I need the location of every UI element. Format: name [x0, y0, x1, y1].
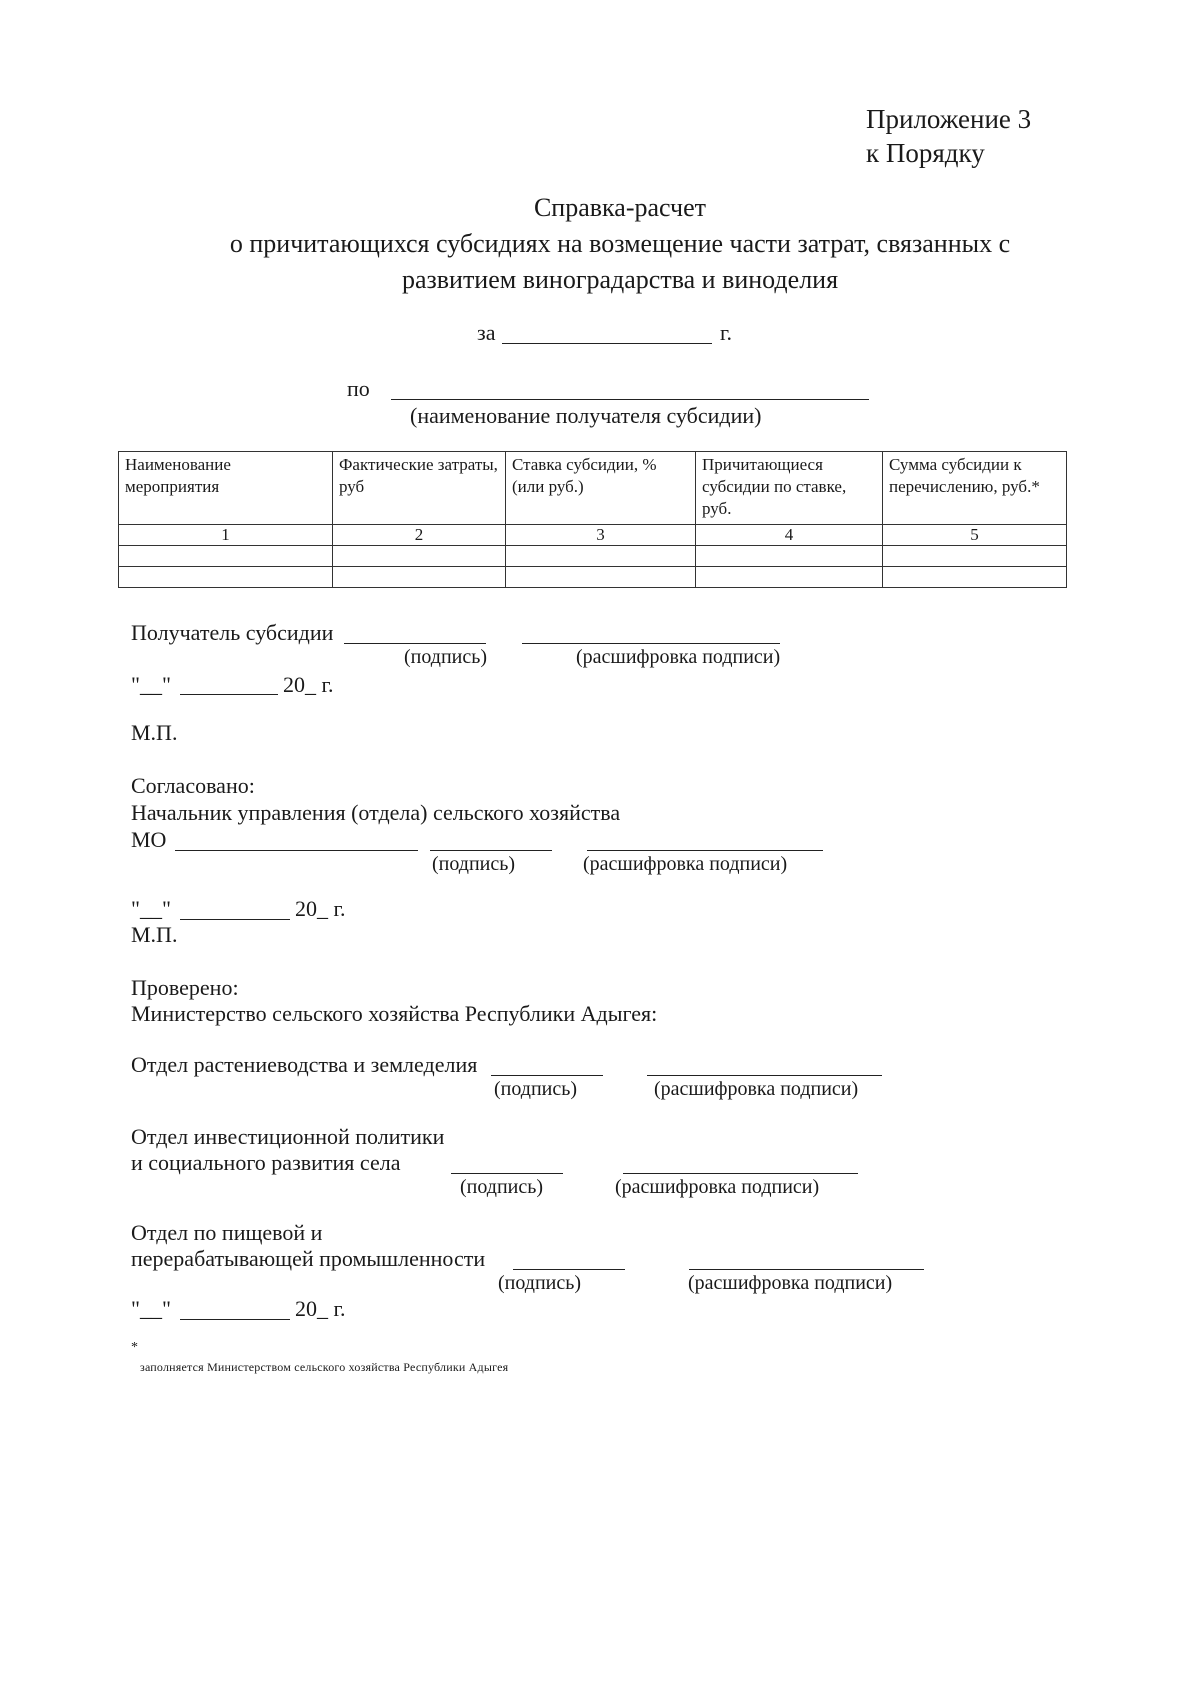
date-year: 20_ г. — [283, 672, 334, 697]
dept-food-signature-field[interactable] — [513, 1269, 625, 1270]
dept-investment-signature-field[interactable] — [451, 1173, 563, 1174]
table-cell[interactable] — [333, 567, 506, 588]
dept-investment-decode-field[interactable] — [623, 1173, 858, 1174]
signature-decode-caption: (расшифровка подписи) — [583, 853, 788, 875]
table-cell[interactable] — [696, 567, 883, 588]
title-line-2: о причитающихся субсидиях на возмещение части затрат, связанных с — [229, 229, 1011, 258]
period-field[interactable] — [502, 343, 712, 344]
date-month-field[interactable] — [180, 1319, 290, 1320]
table-header-row — [119, 452, 1067, 525]
signature-caption: (подпись) — [498, 1272, 582, 1294]
stamp-placeholder: М.П. — [131, 922, 178, 947]
agreed-mo-field[interactable] — [175, 850, 418, 851]
agreed-position: Начальник управления (отдела) сельского хозяйства — [131, 800, 621, 825]
signature-decode-caption: (расшифровка подписи) — [654, 1078, 859, 1100]
header-actual-costs: Фактические затраты, руб — [333, 452, 506, 525]
dept-crop-farming-signature-field[interactable] — [491, 1075, 603, 1076]
column-number: 4 — [696, 525, 883, 546]
title-line-3: развитием виноградарства и виноделия — [401, 265, 839, 294]
table-cell[interactable] — [333, 546, 506, 567]
appendix-number: Приложение 3 — [866, 104, 1032, 134]
header-transfer-amount: Сумма субсидии к перечислению, руб.* — [883, 452, 1067, 525]
header-event-name: Наименование мероприятия — [119, 452, 333, 525]
dept-food-line-1: Отдел по пищевой и — [131, 1220, 323, 1245]
table-cell[interactable] — [506, 546, 696, 567]
signature-caption: (подпись) — [432, 853, 516, 875]
date-month-field[interactable] — [180, 694, 278, 695]
dept-food-line-2: перерабатывающей промышленности — [131, 1246, 486, 1271]
table-cell[interactable] — [119, 567, 333, 588]
stamp-placeholder: М.П. — [131, 720, 178, 745]
table-cell[interactable] — [119, 546, 333, 567]
footnote-star: * — [131, 1340, 138, 1355]
recipient-caption: (наименование получателя субсидии) — [410, 403, 762, 428]
date-year: 20_ г. — [295, 896, 346, 921]
table-number-row — [119, 525, 1067, 546]
table-cell[interactable] — [883, 546, 1067, 567]
column-number: 3 — [506, 525, 696, 546]
signature-caption: (подпись) — [404, 646, 488, 668]
date-year: 20_ г. — [295, 1296, 346, 1321]
dept-investment-line-2: и социального развития села — [131, 1150, 401, 1175]
recipient-signature-decode-field[interactable] — [522, 643, 780, 644]
title-line-1: Справка-расчет — [533, 193, 707, 222]
agreed-signature-field[interactable] — [430, 850, 552, 851]
table-row — [119, 567, 1067, 588]
column-number: 5 — [883, 525, 1067, 546]
agreed-signature-decode-field[interactable] — [587, 850, 823, 851]
signature-caption: (подпись) — [460, 1176, 544, 1198]
table-row — [119, 546, 1067, 567]
date-day-quote: "__" — [131, 896, 171, 921]
column-number: 1 — [119, 525, 333, 546]
date-day-quote: "__" — [131, 672, 171, 697]
dept-crop-farming-decode-field[interactable] — [647, 1075, 882, 1076]
date-day-quote: "__" — [131, 1296, 171, 1321]
signature-decode-caption: (расшифровка подписи) — [615, 1176, 820, 1198]
date-month-field[interactable] — [180, 919, 290, 920]
signature-decode-caption: (расшифровка подписи) — [576, 646, 781, 668]
table-cell[interactable] — [506, 567, 696, 588]
dept-investment-line-1: Отдел инвестиционной политики — [131, 1124, 445, 1149]
agreed-label: Согласовано: — [131, 773, 255, 798]
period-prefix: за — [477, 320, 496, 345]
header-subsidy-rate: Ставка субсидии, % (или руб.) — [506, 452, 696, 525]
table-cell[interactable] — [696, 546, 883, 567]
dept-crop-farming: Отдел растениеводства и земледелия — [131, 1052, 478, 1077]
appendix-reference: к Порядку — [866, 138, 985, 168]
footnote-text: заполняется Министерством сельского хозяйства Республики Адыгея — [140, 1360, 509, 1374]
document-title — [120, 190, 1120, 298]
header-due-subsidy: Причитающиеся субсидии по ставке, руб. — [696, 452, 883, 525]
checked-ministry: Министерство сельского хозяйства Республики Адыгея: — [131, 1001, 658, 1026]
dept-food-decode-field[interactable] — [689, 1269, 924, 1270]
column-number: 2 — [333, 525, 506, 546]
table-cell[interactable] — [883, 567, 1067, 588]
checked-label: Проверено: — [131, 975, 239, 1000]
signature-decode-caption: (расшифровка подписи) — [688, 1272, 893, 1294]
recipient-name-field[interactable] — [391, 399, 869, 400]
recipient-prefix: по — [347, 376, 370, 401]
period-suffix: г. — [720, 320, 733, 345]
subsidy-table — [118, 451, 1067, 588]
recipient-signature-field[interactable] — [344, 643, 486, 644]
signature-caption: (подпись) — [494, 1078, 578, 1100]
recipient-sign-label: Получатель субсидии — [131, 620, 334, 645]
agreed-mo-label: МО — [131, 827, 167, 852]
